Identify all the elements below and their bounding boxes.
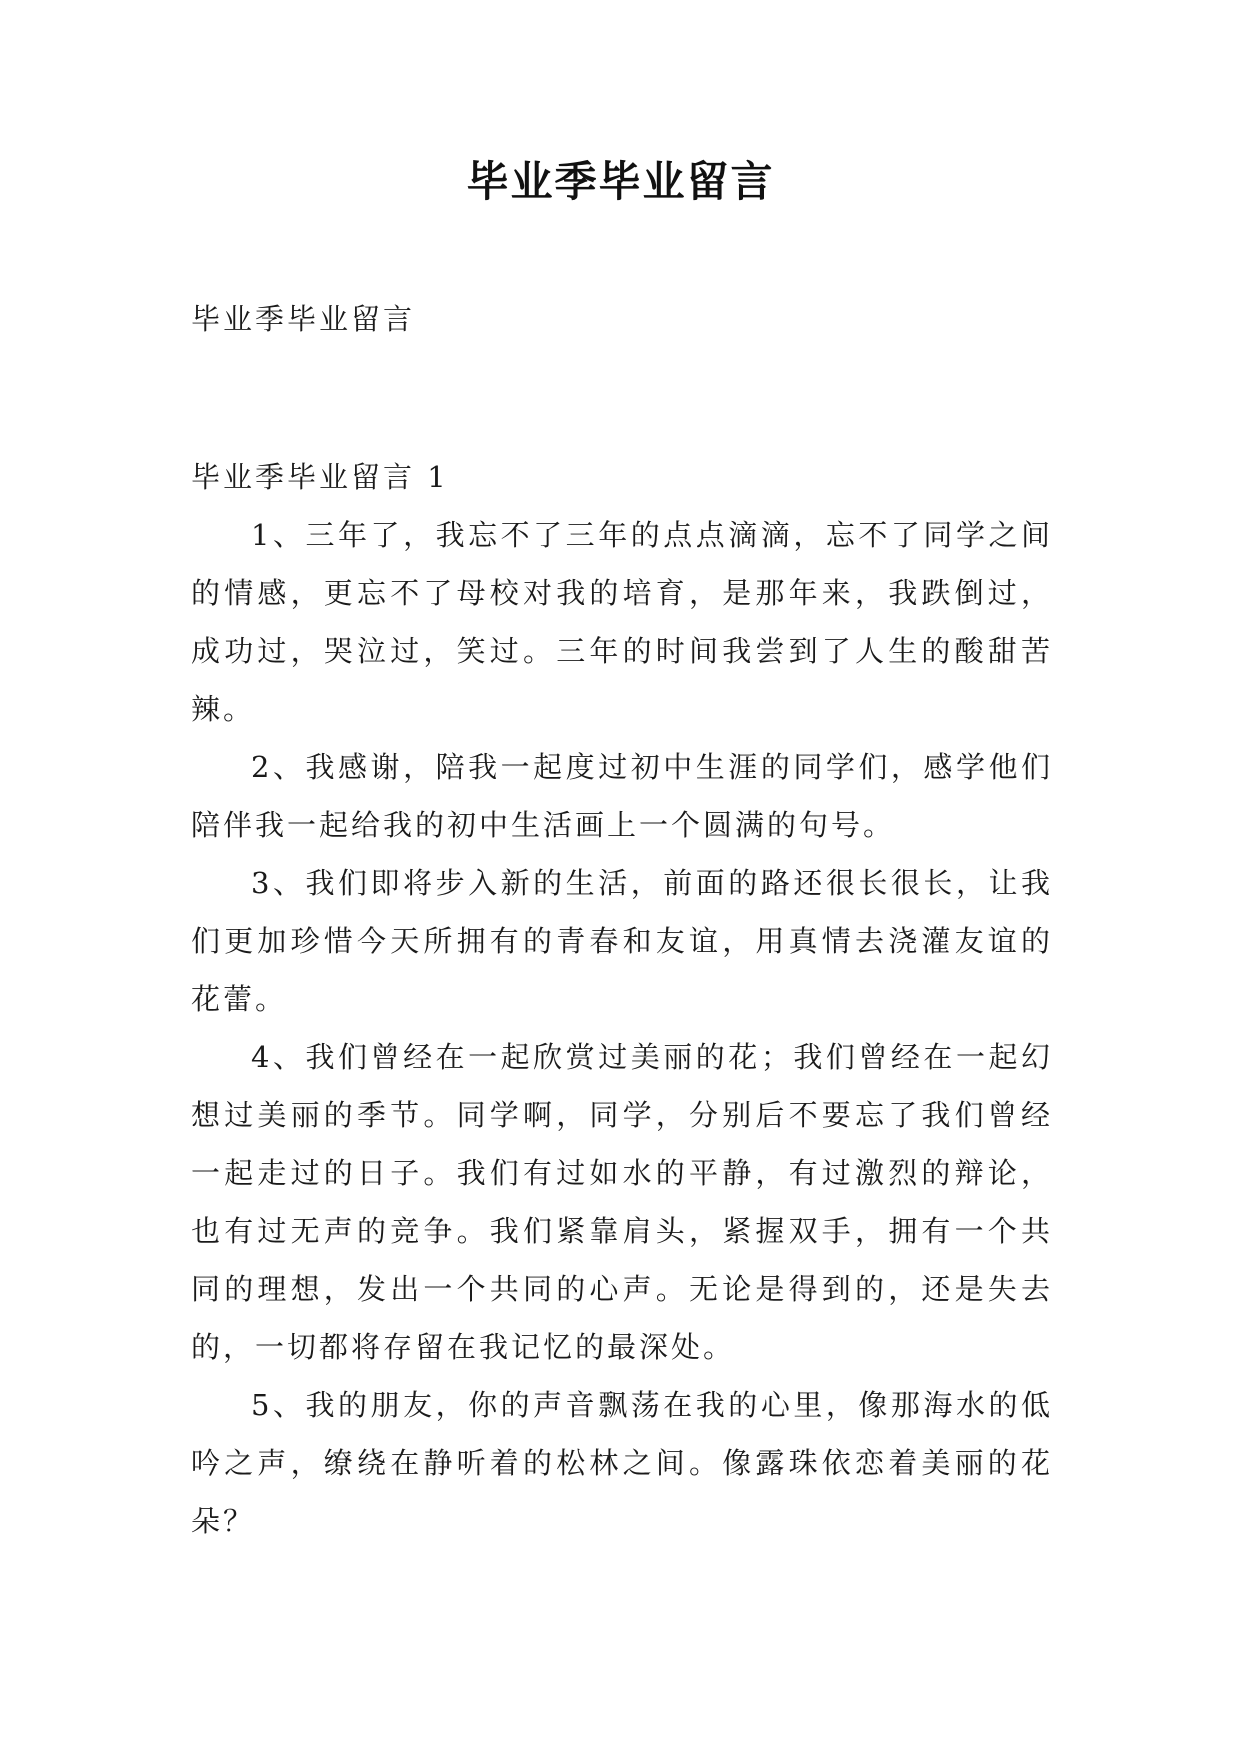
document-title: 毕业季毕业留言 [466, 157, 775, 206]
document-subtitle: 毕业季毕业留言 [191, 302, 416, 336]
paragraph-3: 3、我们即将步入新的生活，前面的路还很长很长，让我们更加珍惜今天所拥有的青春和友谊，用真情去浇灌友谊的花蕾。 [191, 866, 1053, 1016]
paragraph-4: 4、我们曾经在一起欣赏过美丽的花；我们曾经在一起幻想过美丽的季节。同学啊，同学，分别后不要忘了我们曾经一起走过的日子。我们有过如水的平静，有过激烈的辩论，也有过无声的竞争。我们紧靠肩头，紧握双手，拥有一个共同的理想，发出一个共同的心声。无论是得到的，还是失去的，一切都将存留在我记忆的最深处。 [191, 1040, 1053, 1364]
document-body [191, 290, 1053, 1550]
paragraph-5: 5、我的朋友，你的声音飘荡在我的心里，像那海水的低吟之声，缭绕在静听着的松林之间。像露珠依恋着美丽的花朵？ [191, 1388, 1053, 1538]
section-heading: 毕业季毕业留言 1 [191, 460, 449, 494]
paragraph-1: 1、三年了，我忘不了三年的点点滴滴，忘不了同学之间的情感，更忘不了母校对我的培育，是那年来，我跌倒过，成功过，哭泣过，笑过。三年的时间我尝到了人生的酸甜苦辣。 [191, 518, 1053, 726]
paragraph-2: 2、我感谢，陪我一起度过初中生涯的同学们，感学他们陪伴我一起给我的初中生活画上一个圆满的句号。 [191, 750, 1053, 842]
